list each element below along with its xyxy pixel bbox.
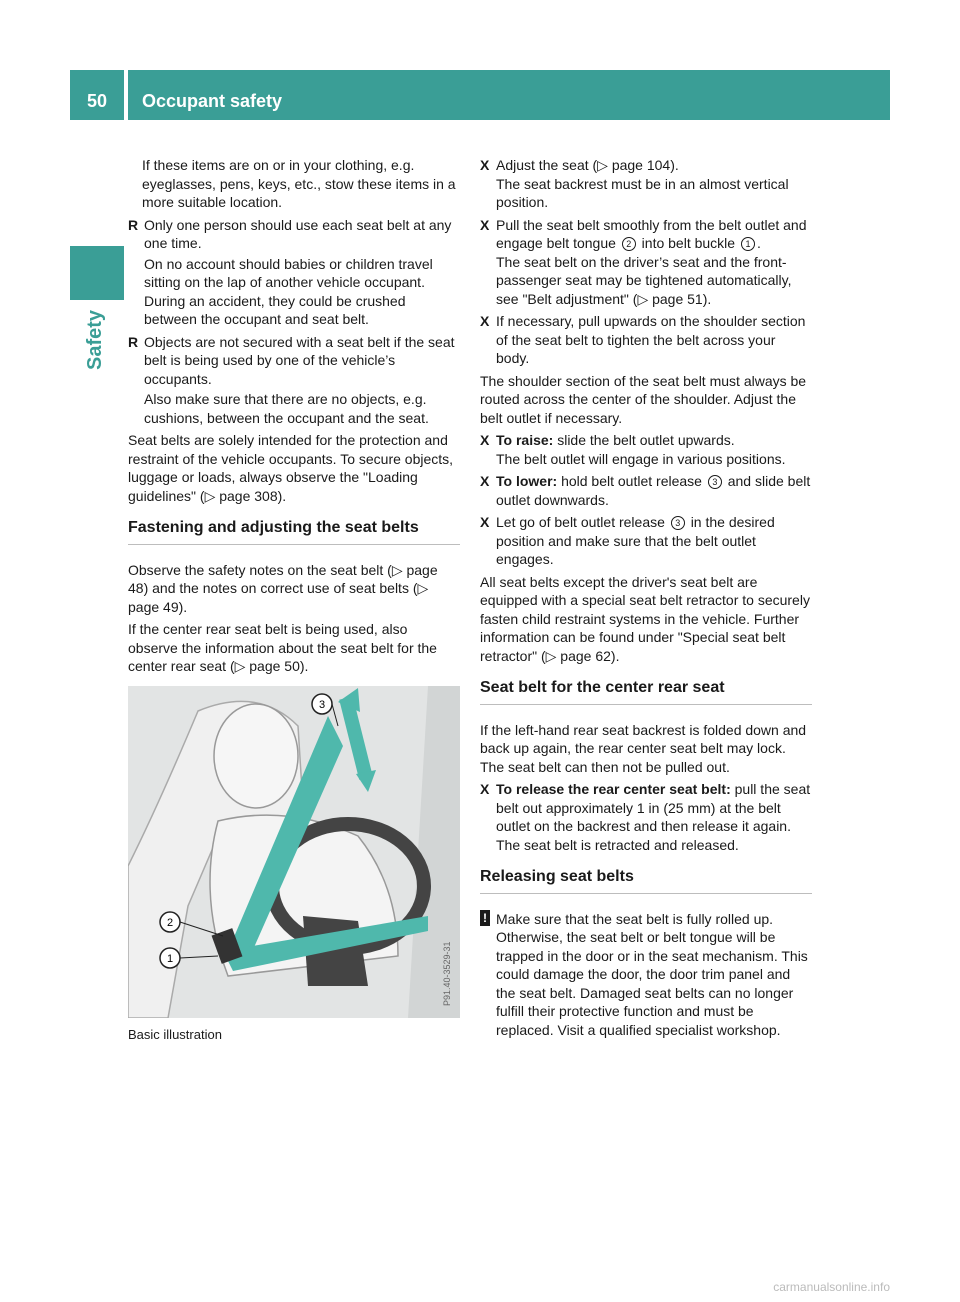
left-column	[128, 156, 460, 1044]
heading-fastening: Fastening and adjusting the seat belts	[128, 519, 460, 545]
step-marker: X	[480, 781, 490, 797]
step-marker: X	[480, 216, 490, 233]
side-tab-label: Safety	[84, 309, 106, 370]
watermark: carmanualsonline.info	[773, 1280, 890, 1294]
step-adjust-seat: X Adjust the seat (▷ page 104). The seat backrest must be in an almost vertical position.	[480, 157, 789, 210]
shoulder-paragraph: The shoulder section of the seat belt must always be routed across the center of the shoulder. Adjust the belt outlet if necessary.	[480, 372, 807, 426]
heading-center-seat: Seat belt for the center rear seat	[480, 679, 812, 705]
driver-seatbelt-image	[128, 686, 460, 1018]
bullet-marker: R	[128, 333, 139, 350]
observe-paragraph: Observe the safety notes on the seat belt (▷ page 48) and the notes on correct use of seat belts (▷ page 49).	[128, 561, 438, 615]
ref-3-icon: 3	[708, 475, 722, 489]
step-raise: X To raise: slide the belt outlet upwards. The belt outlet will engage in various positions.	[480, 432, 786, 467]
center-paragraph: If the center rear seat belt is being used, also observe the information about the seat belt for the center rear seat (▷ page 50).	[128, 621, 437, 674]
marker-2-label: 2	[166, 916, 174, 929]
figure-caption: Basic illustration	[128, 1026, 222, 1042]
ref-2-icon: 2	[622, 237, 636, 251]
step-marker: X	[480, 157, 490, 173]
page-number: 50	[70, 70, 124, 120]
bullet-one-person: R Only one person should use each seat belt at any one time. On no account should babies or children travel sitting on the lap of another vehicle occupant. During an accident, they could be crushed between the occupant and seat belt.	[128, 216, 452, 327]
marker-3-label: 3	[318, 698, 326, 711]
section-title: Occupant safety	[128, 70, 890, 120]
step-marker: X	[480, 313, 490, 329]
step-lower: X To lower: hold belt outlet release 3 and slide belt outlet downwards.	[480, 473, 811, 508]
items-paragraph: If these items are on or in your clothing, e.g. eyeglasses, pens, keys, etc., stow these items in a more suitable location.	[142, 157, 456, 210]
ref-1-icon: 1	[741, 237, 755, 251]
bullet-objects: R Objects are not secured with a seat belt if the seat belt is being used by one of the vehicle’s occupants. Also make sure that there are no objects, e.g. cushions, between the occupant and the seat.	[128, 333, 455, 426]
warning-note: ! Make sure that the seat belt is fully rolled up. Otherwise, the seat belt or belt tongue will be trapped in the door or in the seat mechanism. This could damage the door, the door trim panel and the seat belt. Damaged seat belts can no longer fulfill their protective function and must be replaced. Visit a qualified specialist workshop.	[480, 910, 812, 1040]
step-release-center: X To release the rear center seat belt: pull the seat belt out approximately 1 in (25 mm) at the belt outlet on the backrest and then release it again. The seat belt is retracted and released.	[480, 781, 811, 853]
warning-icon: !	[480, 910, 490, 926]
marker-1-label: 1	[166, 952, 174, 965]
step-tighten: X If necessary, pull upwards on the shoulder section of the seat belt to tighten the belt across your body.	[480, 313, 806, 366]
bullet-marker: R	[128, 216, 139, 233]
seatbelt-illustration	[128, 686, 460, 1018]
solely-paragraph: Seat belts are solely intended for the protection and restraint of the vehicle occupants. To secure objects, luggage or loads, always observe the "Loading guidelines" (▷ page 308).	[128, 432, 454, 504]
right-column	[480, 156, 812, 1043]
step-let-go: X Let go of belt outlet release 3 in the desired position and make sure that the belt outlet engages.	[480, 514, 775, 567]
side-tab-marker	[70, 246, 124, 300]
step-marker: X	[480, 432, 490, 448]
all-belts-paragraph: All seat belts except the driver's seat belt are equipped with a special seat belt retractor to securely fasten child restraint systems in the vehicle. Further information can be found under "Special seat belt retractor" (▷ page 62).	[480, 573, 810, 664]
step-marker: X	[480, 514, 490, 530]
step-marker: X	[480, 473, 490, 489]
heading-releasing: Releasing seat belts	[480, 868, 812, 894]
left-hand-paragraph: If the left-hand rear seat backrest is folded down and back up again, the rear center seat belt may lock. The seat belt can then not be pulled out.	[480, 721, 807, 775]
ref-3-icon: 3	[671, 516, 685, 530]
figure-code: P91.40-3529-31	[442, 940, 452, 1006]
step-pull-belt: X Pull the seat belt smoothly from the belt outlet and engage belt tongue 2 into belt buckle 1 . The seat belt on the driver’s seat and the front-passenger seat may be tightened automatically, see "Belt adjustment" (▷ page 51).	[480, 216, 807, 307]
